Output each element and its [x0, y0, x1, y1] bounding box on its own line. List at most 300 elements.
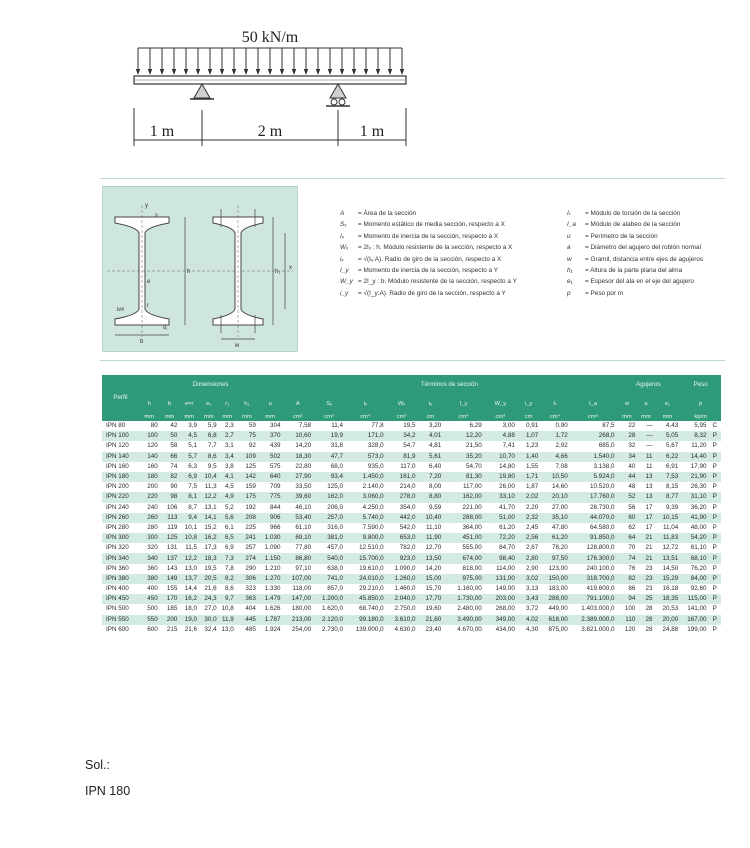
- legend-text: = Área de la sección: [358, 210, 417, 217]
- table-cell: 14,4: [179, 584, 199, 594]
- table-cell: 175: [236, 492, 258, 502]
- table-cell: 3.060,0: [345, 492, 386, 502]
- table-cell: 4,9: [219, 492, 236, 502]
- table-cell: 10,15: [655, 513, 681, 523]
- table-cell: 3.821.000,0: [570, 625, 617, 635]
- table-cell: 3,13: [517, 584, 540, 594]
- table-cell: 618,00: [540, 615, 569, 625]
- section-divider-2: [100, 360, 725, 361]
- beam-svg: [100, 0, 430, 160]
- table-cell: 685,0: [570, 441, 617, 451]
- table-cell: 33,50: [282, 482, 313, 492]
- table-cell: 3.138,0: [570, 462, 617, 472]
- legend-text: = √(I_y:A). Radio de giro de la sección, respecto a Y: [358, 289, 506, 297]
- table-cell: 115,00: [680, 594, 708, 604]
- table-cell: 8,7: [179, 503, 199, 513]
- header-unit: cm³: [484, 413, 517, 421]
- table-cell: 131,00: [484, 574, 517, 584]
- table-cell: 2.730,0: [313, 625, 345, 635]
- solution-label: Sol.:: [85, 758, 111, 772]
- table-cell: 906: [258, 513, 283, 523]
- table-row: [102, 472, 721, 482]
- table-cell: 975,00: [443, 574, 484, 584]
- table-cell: 84,00: [680, 574, 708, 584]
- table-cell: 10,4: [199, 472, 219, 482]
- table-cell: 1.210: [258, 564, 283, 574]
- table-cell: 274: [236, 553, 258, 563]
- legend-symbol: u: [567, 232, 571, 240]
- table-cell: 5.740,0: [345, 513, 386, 523]
- legend-text: = Perímetro de la sección: [585, 232, 658, 240]
- table-cell: 442,0: [386, 513, 418, 523]
- table-row: [102, 564, 721, 574]
- table-cell: 46,10: [282, 503, 313, 513]
- table-cell: 167,00: [680, 615, 708, 625]
- table-cell: 81,9: [386, 452, 418, 462]
- table-cell: 131: [160, 543, 180, 553]
- table-cell: 11,04: [655, 523, 681, 533]
- table-cell: 72,20: [484, 533, 517, 543]
- table-cell: 5,9: [199, 421, 219, 431]
- table-cell: 1.479: [258, 594, 283, 604]
- table-cell: 21: [637, 553, 654, 563]
- table-cell: 1.200,0: [313, 594, 345, 604]
- table-cell: 17: [637, 503, 654, 513]
- pinned-support: [190, 84, 214, 99]
- profile-name-cell: IPN 140: [102, 452, 139, 462]
- table-cell: 125: [160, 533, 180, 543]
- table-cell: 600: [139, 625, 160, 635]
- table-cell: 10,50: [540, 472, 569, 482]
- table-cell: 5,2: [219, 503, 236, 513]
- table-cell: 20,53: [655, 604, 681, 614]
- table-row: [102, 462, 721, 472]
- table-cell: 99.180,0: [345, 615, 386, 625]
- profile-name-cell: IPN 340: [102, 553, 139, 563]
- table-cell: 59: [236, 421, 258, 431]
- table-cell: 61,20: [540, 533, 569, 543]
- table-cell: 61,10: [680, 543, 708, 553]
- table-cell: 6,3: [179, 462, 199, 472]
- table-cell: 70: [616, 543, 637, 553]
- table-cell: 2,67: [517, 543, 540, 553]
- header-unit: mm: [179, 413, 199, 421]
- load-arrow-head: [280, 69, 284, 75]
- table-cell: 316,0: [313, 523, 345, 533]
- solution: [85, 752, 130, 804]
- table-cell: 2,80: [517, 553, 540, 563]
- table-cell: 3,43: [517, 594, 540, 604]
- table-cell: 20,00: [655, 615, 681, 625]
- profile-name-cell: IPN 180: [102, 472, 139, 482]
- table-cell: 118,00: [282, 584, 313, 594]
- load-arrow-head: [220, 69, 224, 75]
- load-arrow-head: [208, 69, 212, 75]
- table-cell: 117,0: [386, 462, 418, 472]
- header-symbol: h: [139, 395, 160, 413]
- table-cell: 1,55: [517, 462, 540, 472]
- table-cell: 11,3: [199, 482, 219, 492]
- table-cell: 1.540,0: [570, 452, 617, 462]
- table-cell: 24,88: [655, 625, 681, 635]
- legend-symbol: Iₜ: [567, 210, 571, 217]
- table-cell: 240.100,0: [570, 564, 617, 574]
- table-cell: 48,00: [680, 523, 708, 533]
- table-cell: 100: [139, 431, 160, 441]
- table-cell: 82: [160, 472, 180, 482]
- table-cell: 10.520,0: [570, 482, 617, 492]
- table-cell: 41,90: [680, 513, 708, 523]
- label-d1: d₁: [163, 325, 168, 331]
- table-cell: 68,0: [313, 462, 345, 472]
- table-cell: 90: [160, 482, 180, 492]
- table-row: [102, 625, 721, 635]
- table-cell: 142: [236, 472, 258, 482]
- table-cell: 445: [236, 615, 258, 625]
- table-cell: 98,40: [484, 553, 517, 563]
- load-arrow-head: [136, 69, 140, 75]
- header-unit: cm: [517, 413, 540, 421]
- profile-name-cell: IPN 100: [102, 431, 139, 441]
- table-cell: 125,0: [313, 482, 345, 492]
- label-b4: b/4: [117, 307, 124, 313]
- table-cell: 8,1: [179, 492, 199, 502]
- table-cell: 68.740,0: [345, 604, 386, 614]
- table-cell: 45.850,0: [345, 594, 386, 604]
- table-cell: 16,18: [655, 584, 681, 594]
- table-cell: 9,5: [199, 462, 219, 472]
- load-arrow-head: [292, 69, 296, 75]
- table-cell: 290: [236, 564, 258, 574]
- table-cell: 257: [236, 543, 258, 553]
- table-cell: P: [709, 604, 721, 614]
- profile-name-cell: IPN 80: [102, 421, 139, 431]
- table-cell: 7,8: [219, 564, 236, 574]
- table-cell: 5,6: [219, 513, 236, 523]
- table-cell: 44.070,0: [570, 513, 617, 523]
- profile-name-cell: IPN 320: [102, 543, 139, 553]
- section-divider: [100, 178, 725, 179]
- header-symbol: h₁: [236, 395, 258, 413]
- table-cell: 364,00: [443, 523, 484, 533]
- table-cell: 162,0: [313, 492, 345, 502]
- table-cell: 5,61: [418, 452, 444, 462]
- span-label-2: 2 m: [257, 123, 283, 140]
- profile-name-cell: IPN 400: [102, 584, 139, 594]
- table-cell: 31,10: [680, 492, 708, 502]
- table-cell: 21,60: [418, 615, 444, 625]
- load-arrow-head: [244, 69, 248, 75]
- table-cell: 11: [637, 462, 654, 472]
- table-cell: 74: [616, 553, 637, 563]
- table-cell: 18,35: [655, 594, 681, 604]
- load-arrow-head: [316, 69, 320, 75]
- profile-name-cell: IPN 450: [102, 594, 139, 604]
- label-r: r: [147, 303, 149, 309]
- table-cell: 288,00: [540, 594, 569, 604]
- roller-support: [326, 84, 350, 106]
- header-dimensiones: Dimensiones: [139, 375, 283, 395]
- table-cell: 844: [258, 503, 283, 513]
- legend-symbol: Iₓ: [340, 232, 345, 240]
- table-cell: 98: [160, 492, 180, 502]
- load-arrow-head: [304, 69, 308, 75]
- load-arrow-head: [196, 69, 200, 75]
- table-cell: 640: [258, 472, 283, 482]
- table-cell: 268,0: [570, 431, 617, 441]
- header-symbol: e₁: [199, 395, 219, 413]
- table-cell: 782,0: [386, 543, 418, 553]
- table-cell: 4,5: [179, 431, 199, 441]
- table-cell: 7,58: [282, 421, 313, 431]
- load-arrow-head: [400, 69, 404, 75]
- legend-symbol: Sₓ: [340, 221, 347, 229]
- table-cell: 13,0: [219, 625, 236, 635]
- legend-symbol: a: [567, 244, 571, 252]
- table-cell: 203,00: [484, 594, 517, 604]
- table-cell: 370: [258, 431, 283, 441]
- table-cell: 27,0: [199, 604, 219, 614]
- load-arrow-head: [364, 69, 368, 75]
- header-symbol: W_y: [484, 395, 517, 413]
- table-cell: 161,0: [386, 472, 418, 482]
- table-cell: 3,4: [219, 452, 236, 462]
- table-cell: 573,0: [345, 452, 386, 462]
- table-cell: 7,7: [199, 441, 219, 451]
- table-cell: 10,60: [282, 431, 313, 441]
- table-cell: 1.730,00: [443, 594, 484, 604]
- legend-text: = Módulo de alabeo de la sección: [585, 221, 681, 229]
- table-cell: 221,00: [443, 503, 484, 513]
- table-cell: 23: [637, 584, 654, 594]
- table-cell: 21,6: [179, 625, 199, 635]
- table-cell: 8,6: [219, 584, 236, 594]
- load-arrow-head: [184, 69, 188, 75]
- table-cell: 21,90: [680, 472, 708, 482]
- table-cell: 5,05: [655, 431, 681, 441]
- table-cell: 84,70: [484, 543, 517, 553]
- table-cell: 1,87: [517, 482, 540, 492]
- table-cell: 14,60: [540, 482, 569, 492]
- table-cell: 39,60: [282, 492, 313, 502]
- table-cell: 41,70: [484, 503, 517, 513]
- table-cell: 15,70: [418, 584, 444, 594]
- table-cell: 213,00: [282, 615, 313, 625]
- table-cell: 21: [637, 533, 654, 543]
- table-cell: 1.030: [258, 533, 283, 543]
- table-cell: 404: [236, 604, 258, 614]
- table-cell: 61,20: [484, 523, 517, 533]
- table-row: [102, 421, 721, 431]
- table-cell: 20,5: [199, 574, 219, 584]
- table-cell: 33,10: [484, 492, 517, 502]
- header-unit: mm: [655, 413, 681, 421]
- table-cell: 1.270: [258, 574, 283, 584]
- header-symbol: e=r: [179, 395, 199, 413]
- table-cell: 159: [236, 482, 258, 492]
- table-cell: 19,5: [199, 564, 219, 574]
- table-cell: 77,8: [345, 421, 386, 431]
- header-symbol: I_a: [570, 395, 617, 413]
- table-cell: 4.250,0: [345, 503, 386, 513]
- table-cell: 35,20: [443, 452, 484, 462]
- label-y: y: [145, 203, 148, 209]
- table-cell: 1.090,0: [386, 564, 418, 574]
- header-terminos: Términos de sección: [282, 375, 616, 395]
- load-arrow-head: [376, 69, 380, 75]
- table-cell: 52: [616, 492, 637, 502]
- table-cell: 8,32: [680, 431, 708, 441]
- table-cell: 81,30: [443, 472, 484, 482]
- table-cell: 3,20: [418, 421, 444, 431]
- table-cell: 11,90: [418, 533, 444, 543]
- header-symbol: p: [680, 395, 721, 413]
- table-cell: 21: [637, 543, 654, 553]
- load-arrow-head: [388, 69, 392, 75]
- table-cell: 4,43: [655, 421, 681, 431]
- table-cell: 5,67: [655, 441, 681, 451]
- span-label-3: 1 m: [359, 123, 385, 140]
- table-cell: 192: [236, 503, 258, 513]
- table-cell: 653,0: [386, 533, 418, 543]
- table-cell: 10,70: [484, 452, 517, 462]
- table-cell: 2,20: [517, 503, 540, 513]
- table-cell: 240: [139, 503, 160, 513]
- table-cell: 419.600,0: [570, 584, 617, 594]
- table-cell: 449,00: [540, 604, 569, 614]
- header-unit: mm: [258, 413, 283, 421]
- table-cell: P: [709, 513, 721, 523]
- header-unit: kp/m: [680, 413, 721, 421]
- table-cell: 42: [160, 421, 180, 431]
- table-cell: 76,20: [680, 564, 708, 574]
- table-cell: 28: [616, 431, 637, 441]
- table-cell: 1.460,0: [386, 584, 418, 594]
- table-cell: 32: [616, 441, 637, 451]
- header-unit: mm: [219, 413, 236, 421]
- table-cell: 200: [160, 615, 180, 625]
- profile-name-cell: IPN 240: [102, 503, 139, 513]
- table-cell: 13,51: [655, 553, 681, 563]
- table-cell: 22: [616, 421, 637, 431]
- table-row: [102, 523, 721, 533]
- table-cell: P: [709, 492, 721, 502]
- table-cell: 10,1: [179, 523, 199, 533]
- legend-symbol: h₁: [567, 267, 573, 275]
- table-cell: 14,20: [282, 441, 313, 451]
- table-cell: 170: [160, 594, 180, 604]
- table-row: [102, 615, 721, 625]
- table-cell: 3,9: [179, 421, 199, 431]
- table-row: [102, 503, 721, 513]
- table-cell: 7,41: [484, 441, 517, 451]
- table-cell: 3,1: [219, 441, 236, 451]
- table-cell: 107,00: [282, 574, 313, 584]
- table-cell: P: [709, 462, 721, 472]
- table-cell: 9,4: [179, 513, 199, 523]
- table-row: [102, 594, 721, 604]
- table-cell: 27,90: [282, 472, 313, 482]
- table-cell: 78,20: [540, 543, 569, 553]
- table-cell: 15,29: [655, 574, 681, 584]
- table-cell: 64: [616, 533, 637, 543]
- table-cell: 92,60: [680, 584, 708, 594]
- table-cell: P: [709, 441, 721, 451]
- table-cell: 139.000,0: [345, 625, 386, 635]
- table-cell: 23: [637, 564, 654, 574]
- profile-name-cell: IPN 260: [102, 513, 139, 523]
- table-cell: 542,0: [386, 523, 418, 533]
- legend-text: = 2I_y : b. Módulo resistente de la sección, respecto a Y: [358, 278, 517, 286]
- legend-symbol: I_y: [340, 267, 349, 275]
- table-cell: 935,0: [345, 462, 386, 472]
- table-cell: 80: [139, 421, 160, 431]
- table-cell: 32,4: [199, 625, 219, 635]
- table-cell: 2,92: [540, 441, 569, 451]
- table-cell: 2.389.000,0: [570, 615, 617, 625]
- table-cell: 434,00: [484, 625, 517, 635]
- legend-item: [567, 288, 727, 299]
- table-cell: 3,02: [517, 574, 540, 584]
- table-cell: 818,00: [443, 564, 484, 574]
- table-cell: P: [709, 482, 721, 492]
- table-cell: 15,00: [418, 574, 444, 584]
- table-cell: 18,3: [199, 553, 219, 563]
- header-unit: mm: [236, 413, 258, 421]
- table-cell: 200: [139, 482, 160, 492]
- table-cell: 6,22: [655, 452, 681, 462]
- table-cell: 150,00: [540, 574, 569, 584]
- table-cell: 775: [258, 492, 283, 502]
- table-cell: 75: [236, 431, 258, 441]
- table-cell: 54,70: [443, 462, 484, 472]
- table-cell: 12,70: [418, 543, 444, 553]
- table-cell: 62: [616, 523, 637, 533]
- table-cell: 6,91: [655, 462, 681, 472]
- table-cell: 555,00: [443, 543, 484, 553]
- table-cell: 380: [139, 574, 160, 584]
- table-cell: 214,0: [386, 482, 418, 492]
- profile-name-cell: IPN 280: [102, 523, 139, 533]
- header-unit: cm⁴: [345, 413, 386, 421]
- legend-symbol: e₁: [567, 278, 573, 286]
- table-cell: 29.210,0: [345, 584, 386, 594]
- table-cell: 6,1: [219, 523, 236, 533]
- table-cell: 2.120,0: [313, 615, 345, 625]
- legend-item: [567, 231, 727, 242]
- table-cell: 4,01: [418, 431, 444, 441]
- table-cell: 7,5: [179, 482, 199, 492]
- table-cell: 2.750,0: [386, 604, 418, 614]
- header-peso: Peso: [680, 375, 721, 395]
- table-cell: 439: [258, 441, 283, 451]
- table-cell: 8,15: [655, 482, 681, 492]
- beam-diagram: [100, 0, 430, 160]
- table-cell: 11,10: [418, 523, 444, 533]
- table-cell: 113: [160, 513, 180, 523]
- table-cell: 6,29: [443, 421, 484, 431]
- table-cell: 28: [637, 625, 654, 635]
- table-cell: 180: [139, 472, 160, 482]
- table-cell: 28: [637, 615, 654, 625]
- legend-right-column: [567, 208, 727, 299]
- table-row: [102, 452, 721, 462]
- table-cell: 140: [139, 452, 160, 462]
- profile-name-cell: IPN 160: [102, 462, 139, 472]
- table-cell: 77,80: [282, 543, 313, 553]
- table-cell: 199,00: [680, 625, 708, 635]
- table-cell: P: [709, 615, 721, 625]
